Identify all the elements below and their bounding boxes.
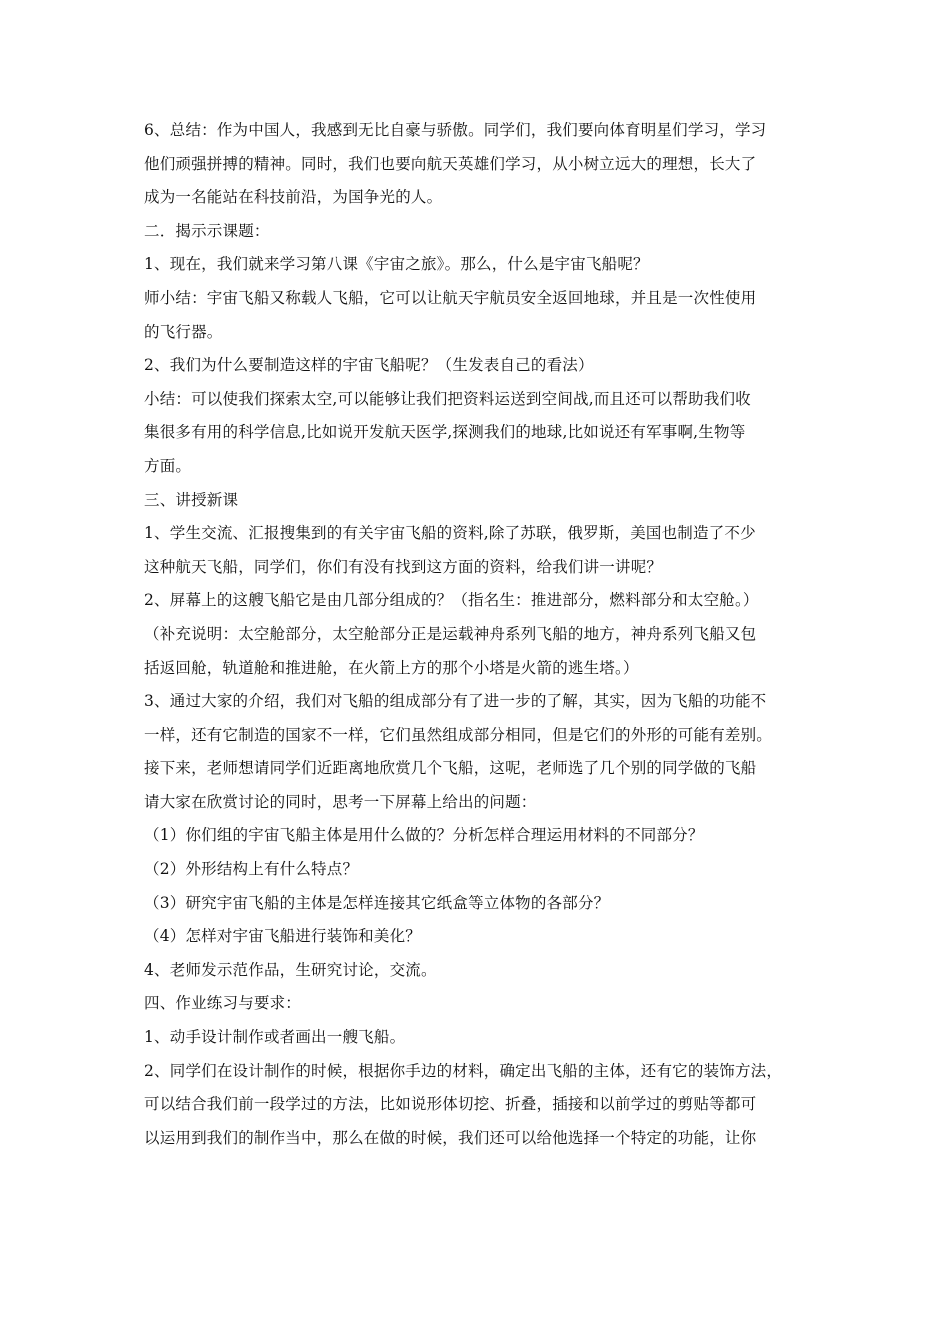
text-line: 一样，还有它制造的国家不一样，它们虽然组成部分相同，但是它们的外形的可能有差别。 xyxy=(144,725,773,744)
document-body xyxy=(144,114,824,1155)
list-item: （4）怎样对宇宙飞船进行装饰和美化？ xyxy=(144,927,421,946)
text-line: 小结：可以使我们探索太空,可以能够让我们把资料运送到空间战,而且还可以帮助我们收 xyxy=(144,389,751,408)
text-line: 可以结合我们前一段学过的方法，比如说形体切挖、折叠，插接和以前学过的剪贴等都可 xyxy=(144,1095,757,1114)
text-line: 6、总结：作为中国人，我感到无比自豪与骄傲。同学们，我们要向体育明星们学习，学习 xyxy=(144,121,767,139)
text-line: 接下来，老师想请同学们近距离地欣赏几个飞船，这呢，老师选了几个别的同学做的飞船 xyxy=(144,759,757,778)
text-line: （补充说明：太空舱部分，太空舱部分正是运载神舟系列飞船的地方，神舟系列飞船又包 xyxy=(144,624,757,643)
text-line: 括返回舱，轨道舱和推进舱，在火箭上方的那个小塔是火箭的逃生塔。） xyxy=(144,658,639,677)
text-line: 3、通过大家的介绍，我们对飞船的组成部分有了进一步的了解，其实，因为飞船的功能不 xyxy=(144,692,767,711)
text-line: 4、老师发示范作品，生研究讨论，交流。 xyxy=(144,960,437,979)
list-item: （2）外形结构上有什么特点？ xyxy=(144,860,359,879)
section-heading: 二．揭示示课题： xyxy=(144,221,270,240)
section-heading: 三、讲授新课 xyxy=(144,490,239,509)
text-line: 请大家在欣赏讨论的同时，思考一下屏幕上给出的问题： xyxy=(144,792,537,811)
text-line: 2、我们为什么要制造这样的宇宙飞船呢？（生发表自己的看法） xyxy=(144,356,594,375)
list-item: （3）研究宇宙飞船的主体是怎样连接其它纸盒等立体物的各部分？ xyxy=(144,893,610,912)
text-line: 师小结：宇宙飞船又称载人飞船，它可以让航天宇航员安全返回地球，并且是一次性使用 xyxy=(144,288,757,307)
text-line: 这种航天飞船，同学们，你们有没有找到这方面的资料，给我们讲一讲呢？ xyxy=(144,557,663,576)
section-heading: 四、作业练习与要求： xyxy=(144,994,302,1013)
text-line: 1、学生交流、汇报搜集到的有关宇宙飞船的资料,除了苏联，俄罗斯，美国也制造了不少 xyxy=(144,524,756,543)
text-line: 以运用到我们的制作当中，那么在做的时候，我们还可以给他选择一个特定的功能，让你 xyxy=(144,1128,757,1147)
text-line: 成为一名能站在科技前沿，为国争光的人。 xyxy=(144,188,443,207)
text-line: 1、动手设计制作或者画出一艘飞船。 xyxy=(144,1028,406,1047)
text-line: 他们顽强拼搏的精神。同时，我们也要向航天英雄们学习，从小树立远大的理想，长大了 xyxy=(144,154,757,173)
text-line: 2、同学们在设计制作的时候，根据你手边的材料，确定出飞船的主体，还有它的装饰方法， xyxy=(144,1061,783,1080)
text-line: 方面。 xyxy=(144,456,192,475)
text-line: 的飞行器。 xyxy=(144,322,223,341)
text-line: 2、屏幕上的这艘飞船它是由几部分组成的？（指名生：推进部分，燃料部分和太空舱。） xyxy=(144,591,759,610)
text-line: 集很多有用的科学信息,比如说开发航天医学,探测我们的地球,比如说还有军事啊,生物等 xyxy=(144,423,746,442)
text-line: 1、现在，我们就来学习第八课《宇宙之旅》。那么，什么是宇宙飞船呢？ xyxy=(144,255,649,274)
list-item: （1）你们组的宇宙飞船主体是用什么做的？分析怎样合理运用材料的不同部分？ xyxy=(144,826,704,845)
